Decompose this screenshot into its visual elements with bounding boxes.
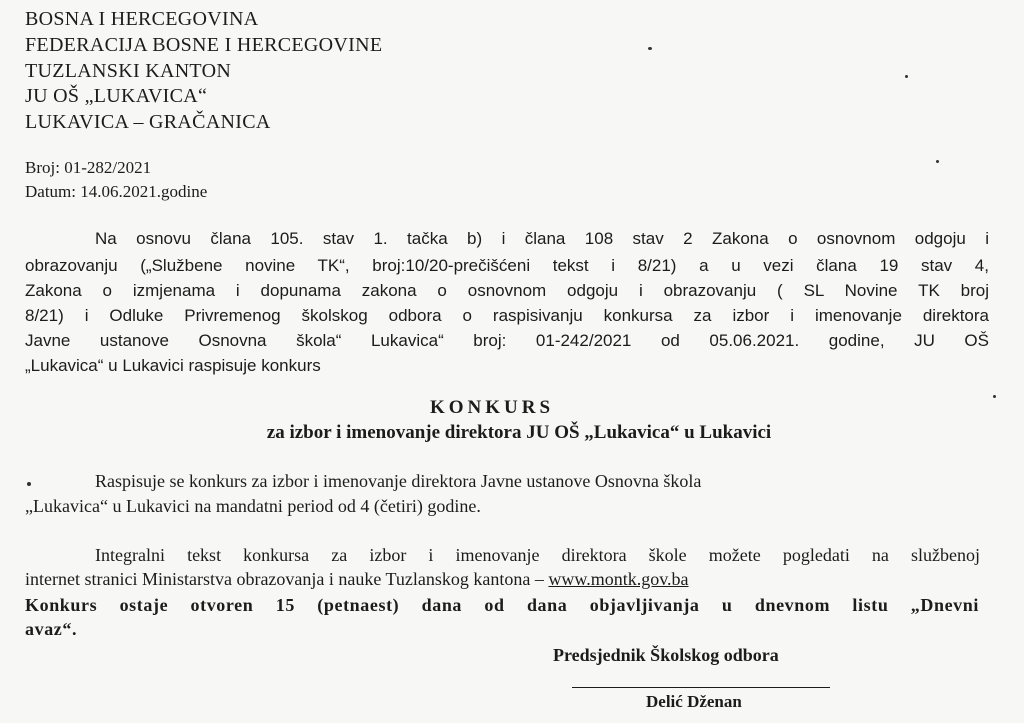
- document-date: Datum: 14.06.2021.godine: [25, 182, 208, 201]
- intro-line: Zakona o izmjenama i dopunama zakona o osnovnom odgoju i obrazovanju ( SL Novine TK broj: [25, 281, 989, 300]
- header-line-country: BOSNA I HERCEGOVINA: [25, 8, 259, 30]
- closing-line: avaz“.: [25, 619, 78, 639]
- scan-speck: [27, 482, 31, 486]
- ministry-website-link[interactable]: www.montk.gov.ba: [548, 569, 689, 589]
- header-line-federation: FEDERACIJA BOSNE I HERCEGOVINE: [25, 34, 383, 56]
- intro-line: Javne ustanove Osnovna škola“ Lukavica“ broj: 01-242/2021 od 05.06.2021. godine, JU OŠ: [25, 331, 989, 350]
- announcement-line: „Lukavica“ u Lukavici na mandatni period od 4 (četiri) godine.: [25, 496, 481, 516]
- intro-line: obrazovanju („Službene novine TK“, broj:10/20-prečišćeni tekst i 8/21) a u vezi člana 19 stav 4,: [25, 256, 989, 275]
- header-line-school: JU OŠ „LUKAVICA“: [25, 85, 208, 107]
- intro-line: Na osnovu člana 105. stav 1. tačka b) i člana 108 stav 2 Zakona o osnovnom odgoju i: [95, 229, 989, 248]
- announcement-line: Raspisuje se konkurs za izbor i imenovanje direktora Javne ustanove Osnovna škola: [95, 471, 702, 491]
- header-line-location: LUKAVICA – GRAČANICA: [25, 111, 271, 133]
- integral-text-line: [25, 569, 689, 590]
- scan-speck: [905, 75, 908, 78]
- integral-text-prefix: internet stranici Ministarstva obrazovanja i nauke Tuzlanskog kantona –: [25, 569, 549, 589]
- intro-line: 8/21) i Odluke Privremenog školskog odbora o raspisivanju konkursa za izbor i imenovanje direktora: [25, 306, 989, 325]
- signature-line: [572, 687, 830, 688]
- scan-speck: [648, 47, 652, 50]
- signature-title: Predsjednik Školskog odbora: [553, 645, 779, 665]
- document-number: Broj: 01-282/2021: [25, 158, 152, 177]
- konkurs-subtitle: za izbor i imenovanje direktora JU OŠ „Lukavica“ u Lukavici: [266, 422, 772, 443]
- closing-line: Konkurs ostaje otvoren 15 (petnaest) dana od dana objavljivanja u dnevnom listu „Dnevni: [25, 595, 979, 615]
- header-line-canton: TUZLANSKI KANTON: [25, 60, 232, 82]
- scan-speck: [993, 395, 996, 398]
- intro-line: „Lukavica“ u Lukavici raspisuje konkurs: [25, 356, 321, 375]
- signature-name: Delić Dženan: [646, 692, 742, 711]
- konkurs-title: KONKURS: [430, 397, 555, 418]
- integral-text-line: Integralni tekst konkursa za izbor i imenovanje direktora škole možete pogledati na službenoj: [95, 545, 980, 565]
- scan-speck: [936, 160, 939, 163]
